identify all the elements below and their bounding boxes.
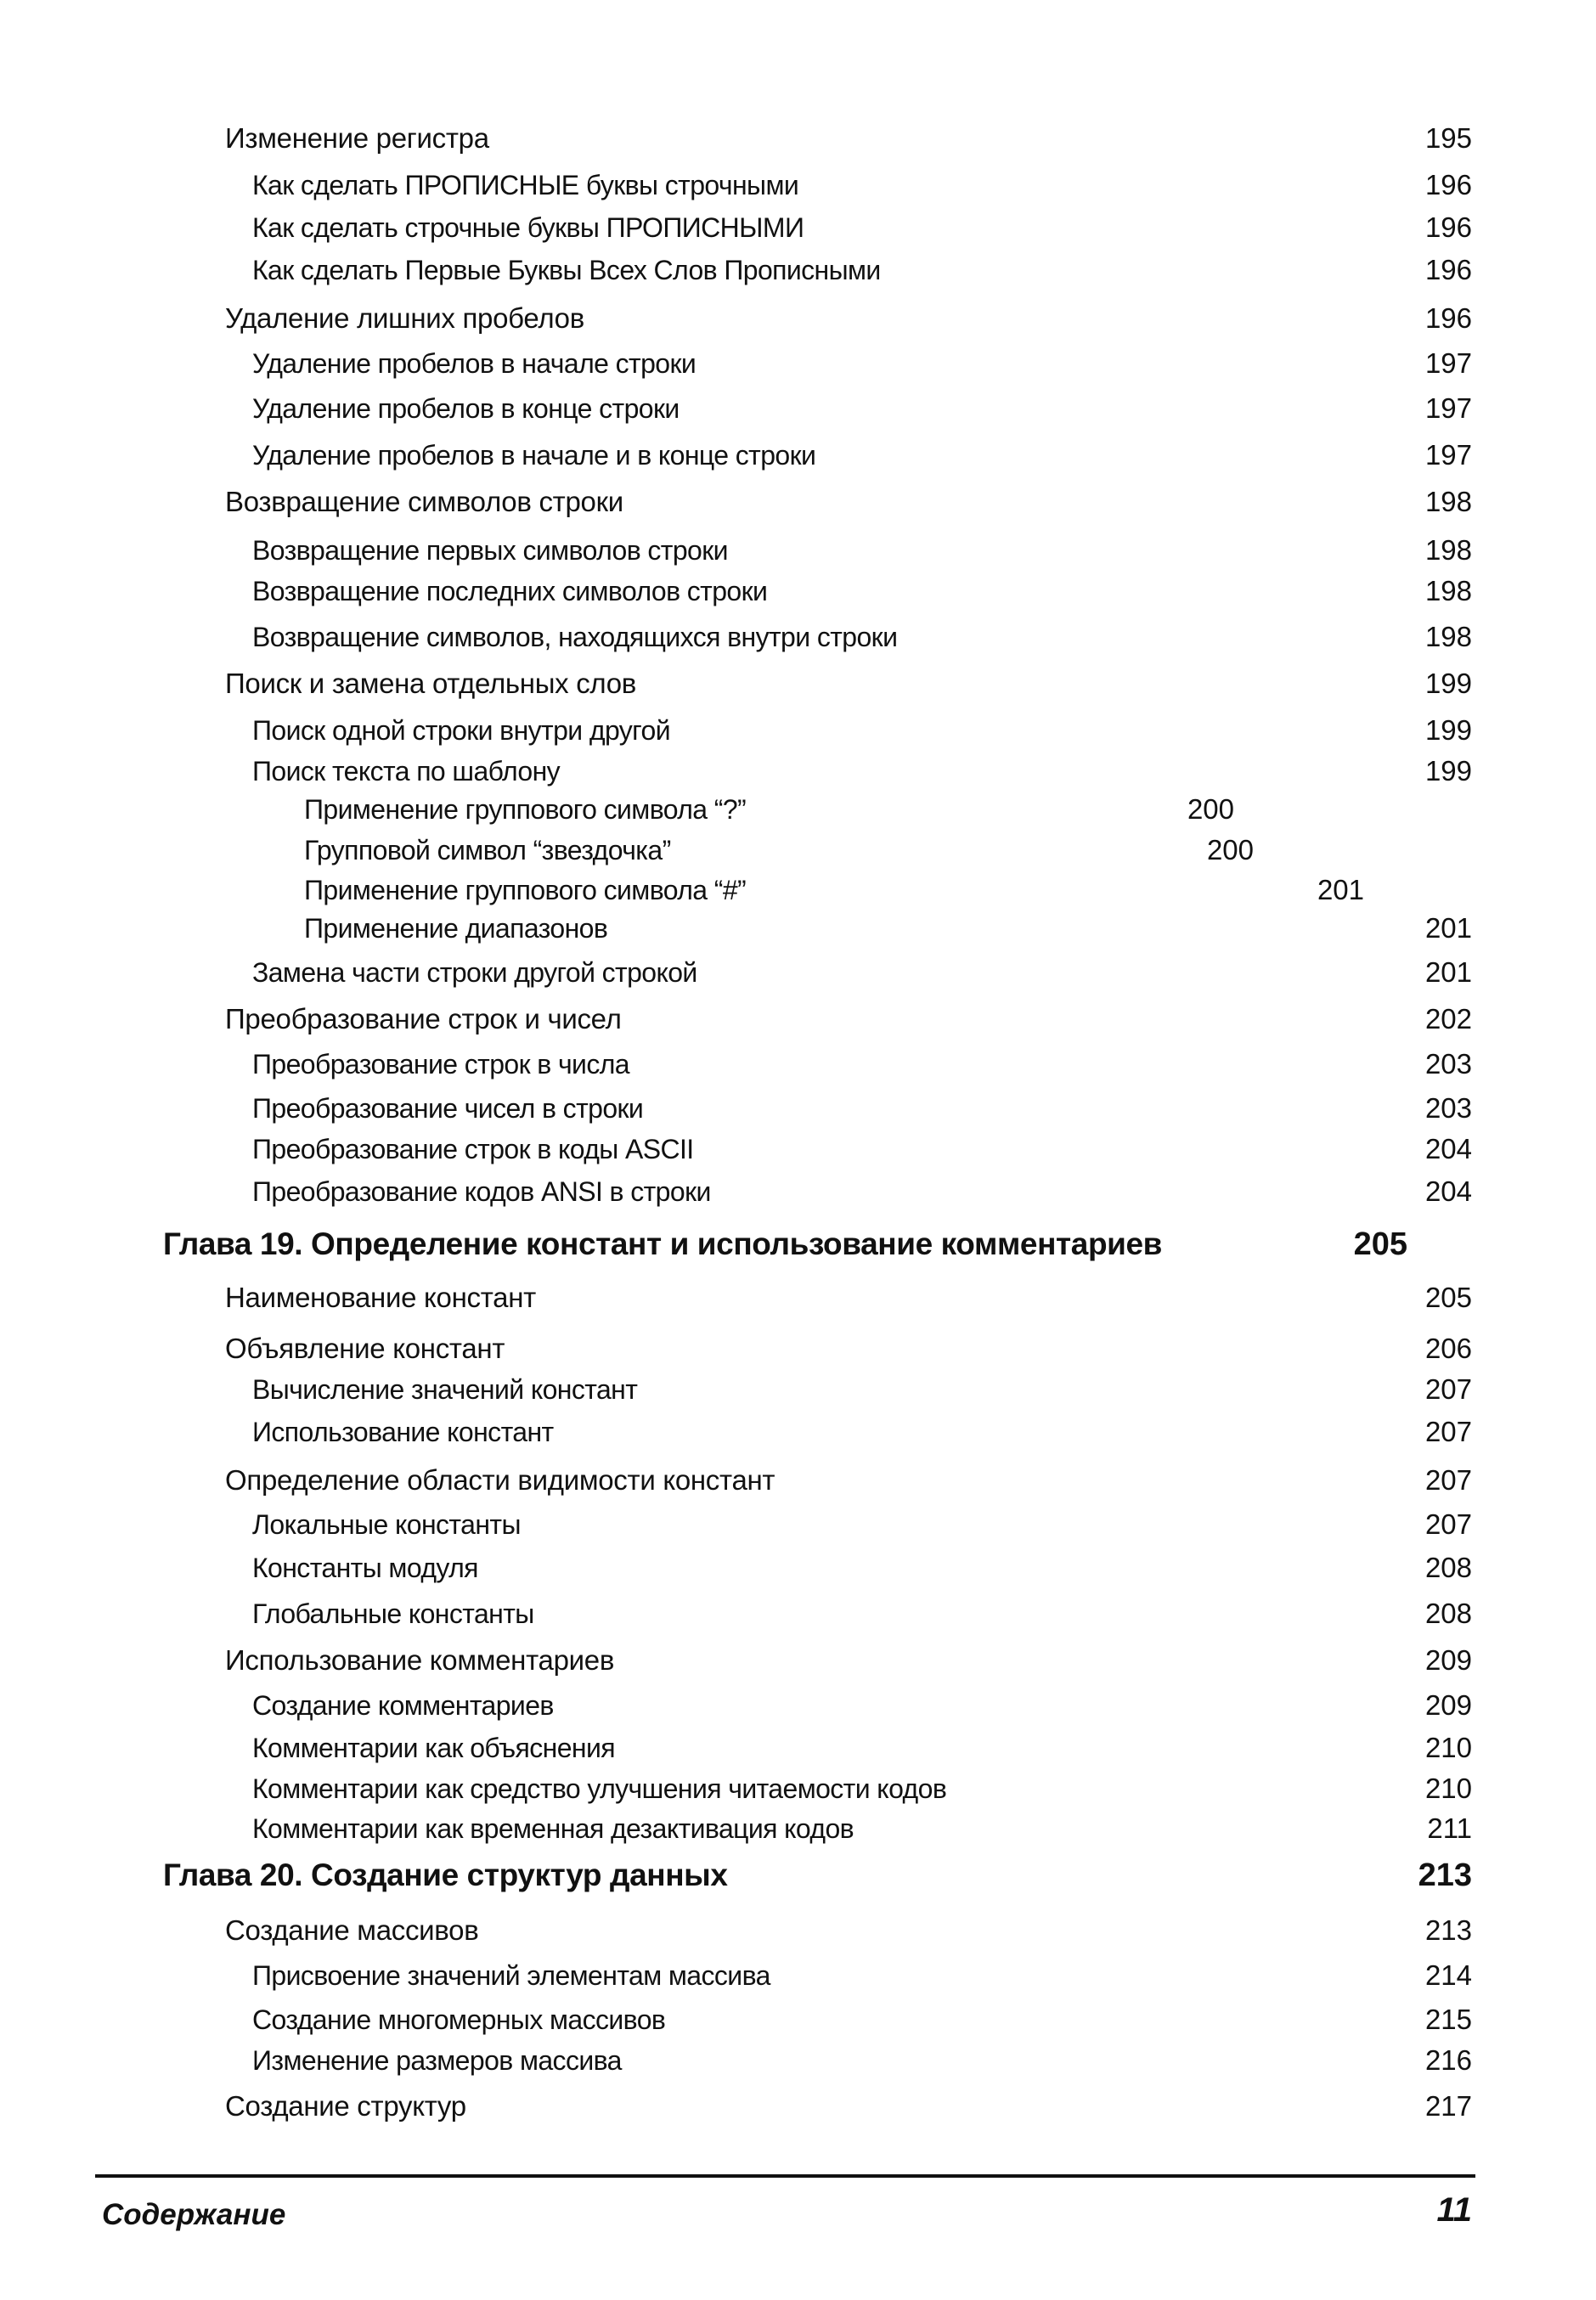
toc-entry [0, 208, 1596, 247]
toc-entry-page: 213 [1418, 1857, 1472, 1893]
toc-entry [0, 617, 1596, 657]
toc-entry-title: Глобальные константы [252, 1598, 534, 1629]
toc-entry-title: Глава 19. Определение констант и использование комментариев [163, 1226, 1163, 1261]
toc-entry-page: 208 [1424, 1552, 1472, 1583]
toc-entry-title: Удаление лишних пробелов [225, 302, 584, 334]
toc-entry-page: 196 [1424, 211, 1472, 243]
toc-entry [0, 1769, 1596, 1808]
toc-entry [0, 572, 1596, 611]
toc-entry-title: Создание комментариев [252, 1690, 554, 1721]
toc-entry [0, 711, 1596, 750]
toc-entry [0, 1000, 1596, 1039]
toc-entry-page: 203 [1424, 1048, 1472, 1080]
toc-entry [0, 2000, 1596, 2039]
page-number: 11 [1436, 2191, 1472, 2229]
toc-entry [0, 2087, 1596, 2126]
toc-entry-title: Определение области видимости констант [225, 1464, 775, 1496]
toc-entry-title: Создание многомерных массивов [252, 2004, 666, 2035]
toc-entry-page: 217 [1424, 2090, 1472, 2122]
toc-entry [0, 1641, 1596, 1680]
toc-entry-page: 211 [1427, 1812, 1472, 1844]
toc-entry [0, 909, 1596, 948]
toc-entry-title: Замена части строки другой строкой [252, 957, 697, 988]
toc-entry [0, 119, 1596, 158]
toc-entry [0, 531, 1596, 570]
toc-entry-page: 200 [1187, 793, 1234, 825]
toc-entry [0, 166, 1596, 205]
toc-entry-page: 196 [1424, 169, 1472, 200]
toc-entry-title: Объявление констант [225, 1333, 505, 1364]
toc-entry [0, 2041, 1596, 2080]
toc-chapter-entry [0, 1856, 1596, 1895]
toc-entry-title: Комментарии как средство улучшения читаемости кодов [252, 1773, 947, 1804]
toc-entry-title: Поиск текста по шаблону [252, 756, 561, 786]
toc-entry-title: Преобразование строк и чисел [225, 1003, 622, 1034]
toc-entry-page: 198 [1424, 534, 1472, 566]
toc-entry-page: 200 [1206, 834, 1254, 865]
toc-entry [0, 871, 1596, 910]
toc-entry-page: 214 [1424, 1959, 1472, 1991]
toc-entry-page: 197 [1424, 439, 1472, 471]
toc-entry-title: Применение группового символа “#” [304, 875, 747, 905]
toc-entry [0, 1278, 1596, 1317]
toc-entry [0, 1809, 1596, 1848]
toc-entry [0, 344, 1596, 383]
toc-entry-page: 207 [1424, 1373, 1472, 1405]
toc-entry [0, 1045, 1596, 1084]
toc-entry-title: Как сделать строчные буквы ПРОПИСНЫМИ [252, 212, 804, 243]
toc-entry-page: 205 [1424, 1282, 1472, 1313]
toc-entry [0, 1956, 1596, 1995]
toc-entry-title: Возвращение последних символов строки [252, 576, 768, 606]
toc-entry [0, 831, 1596, 870]
footer-rule [95, 2174, 1475, 2178]
toc-entry-page: 208 [1424, 1598, 1472, 1629]
toc-entry-title: Комментарии как временная дезактивация кодов [252, 1813, 854, 1844]
toc-entry-title: Глава 20. Создание структур данных [163, 1857, 728, 1892]
toc-entry [0, 1461, 1596, 1500]
toc-entry-title: Возвращение первых символов строки [252, 535, 728, 566]
toc-entry-page: 201 [1317, 874, 1364, 905]
toc-entry-title: Вычисление значений констант [252, 1374, 638, 1405]
toc-entry [0, 251, 1596, 290]
toc-entry-page: 205 [1353, 1226, 1407, 1262]
toc-entry-page: 197 [1424, 347, 1472, 379]
toc-entry-title: Комментарии как объяснения [252, 1733, 615, 1763]
toc-entry-title: Преобразование строк в коды ASCII [252, 1134, 694, 1164]
toc-entry-page: 199 [1424, 668, 1472, 699]
toc-entry-page: 202 [1424, 1003, 1472, 1034]
toc-entry [0, 953, 1596, 992]
toc-entry [0, 482, 1596, 521]
toc-entry-title: Создание массивов [225, 1914, 479, 1946]
toc-entry-title: Удаление пробелов в начале строки [252, 348, 696, 379]
toc-entry-page: 207 [1424, 1416, 1472, 1447]
toc-entry-title: Преобразование кодов ANSI в строки [252, 1176, 711, 1207]
toc-entry-title: Использование комментариев [225, 1644, 615, 1676]
toc-entry-page: 210 [1424, 1732, 1472, 1763]
toc-entry-title: Использование констант [252, 1417, 554, 1447]
toc-entry [0, 1329, 1596, 1368]
toc-entry-title: Преобразование чисел в строки [252, 1093, 644, 1124]
toc-entry-title: Применение группового символа “?” [304, 794, 747, 825]
toc-entry-page: 201 [1424, 956, 1472, 988]
toc-entry-title: Создание структур [225, 2090, 466, 2122]
toc-entry-title: Удаление пробелов в начале и в конце строки [252, 440, 816, 471]
toc-entry-title: Локальные константы [252, 1509, 521, 1540]
toc-entry [0, 1172, 1596, 1211]
toc-entry [0, 389, 1596, 428]
toc-entry-title: Присвоение значений элементам массива [252, 1960, 770, 1991]
toc-entry-title: Возвращение символов, находящихся внутри строки [252, 622, 898, 652]
toc-entry-page: 207 [1424, 1508, 1472, 1540]
toc-entry-page: 215 [1424, 2004, 1472, 2035]
toc-entry-title: Как сделать Первые Буквы Всех Слов Прописными [252, 255, 881, 285]
toc-entry-page: 196 [1424, 302, 1472, 334]
toc-entry-page: 198 [1424, 575, 1472, 606]
toc-entry [0, 664, 1596, 703]
toc-entry [0, 1412, 1596, 1452]
toc-entry-page: 216 [1424, 2044, 1472, 2076]
toc-entry-title: Изменение регистра [225, 122, 489, 154]
toc-entry [0, 1370, 1596, 1409]
toc-entry-title: Применение диапазонов [304, 913, 608, 944]
toc-entry-page: 209 [1424, 1689, 1472, 1721]
toc-entry-page: 199 [1424, 714, 1472, 746]
toc-entry [0, 752, 1596, 791]
toc-entry-page: 207 [1424, 1464, 1472, 1496]
toc-entry-page: 201 [1424, 912, 1472, 944]
toc-entry [0, 1686, 1596, 1725]
toc-entry-page: 204 [1424, 1133, 1472, 1164]
toc-entry-title: Как сделать ПРОПИСНЫЕ буквы строчными [252, 170, 799, 200]
toc-entry-title: Удаление пробелов в конце строки [252, 393, 680, 424]
toc-entry-page: 196 [1424, 254, 1472, 285]
toc-entry-title: Поиск и замена отдельных слов [225, 668, 637, 699]
toc-entry [0, 1548, 1596, 1587]
toc-entry-page: 206 [1424, 1333, 1472, 1364]
toc-entry [0, 1505, 1596, 1544]
toc-entry [0, 1594, 1596, 1633]
toc-entry-page: 195 [1424, 122, 1472, 154]
toc-entry-title: Поиск одной строки внутри другой [252, 715, 671, 746]
toc-entry-page: 204 [1424, 1175, 1472, 1207]
toc-entry-page: 209 [1424, 1644, 1472, 1676]
toc-entry-page: 199 [1424, 755, 1472, 786]
toc-entry-page: 210 [1424, 1773, 1472, 1804]
toc-entry-page: 198 [1424, 486, 1472, 517]
toc-entry [0, 299, 1596, 338]
toc-entry-page: 213 [1424, 1914, 1472, 1946]
toc-entry-title: Групповой символ “звездочка” [304, 835, 671, 865]
toc-entry [0, 1728, 1596, 1767]
toc-entry-title: Преобразование строк в числа [252, 1049, 629, 1080]
toc-chapter-entry [0, 1225, 1596, 1264]
toc-entry-page: 203 [1424, 1092, 1472, 1124]
toc-entry-page: 198 [1424, 621, 1472, 652]
toc-entry-title: Возвращение символов строки [225, 486, 623, 517]
toc-entry [0, 1130, 1596, 1169]
toc-entry-title: Изменение размеров массива [252, 2045, 622, 2076]
toc-entry [0, 1089, 1596, 1128]
toc-entry [0, 790, 1596, 829]
toc-entry-title: Наименование констант [225, 1282, 536, 1313]
footer-title: Содержание [102, 2198, 286, 2231]
toc-entry-page: 197 [1424, 392, 1472, 424]
toc-entry [0, 436, 1596, 475]
toc-entry-title: Константы модуля [252, 1553, 478, 1583]
toc-entry [0, 1911, 1596, 1950]
